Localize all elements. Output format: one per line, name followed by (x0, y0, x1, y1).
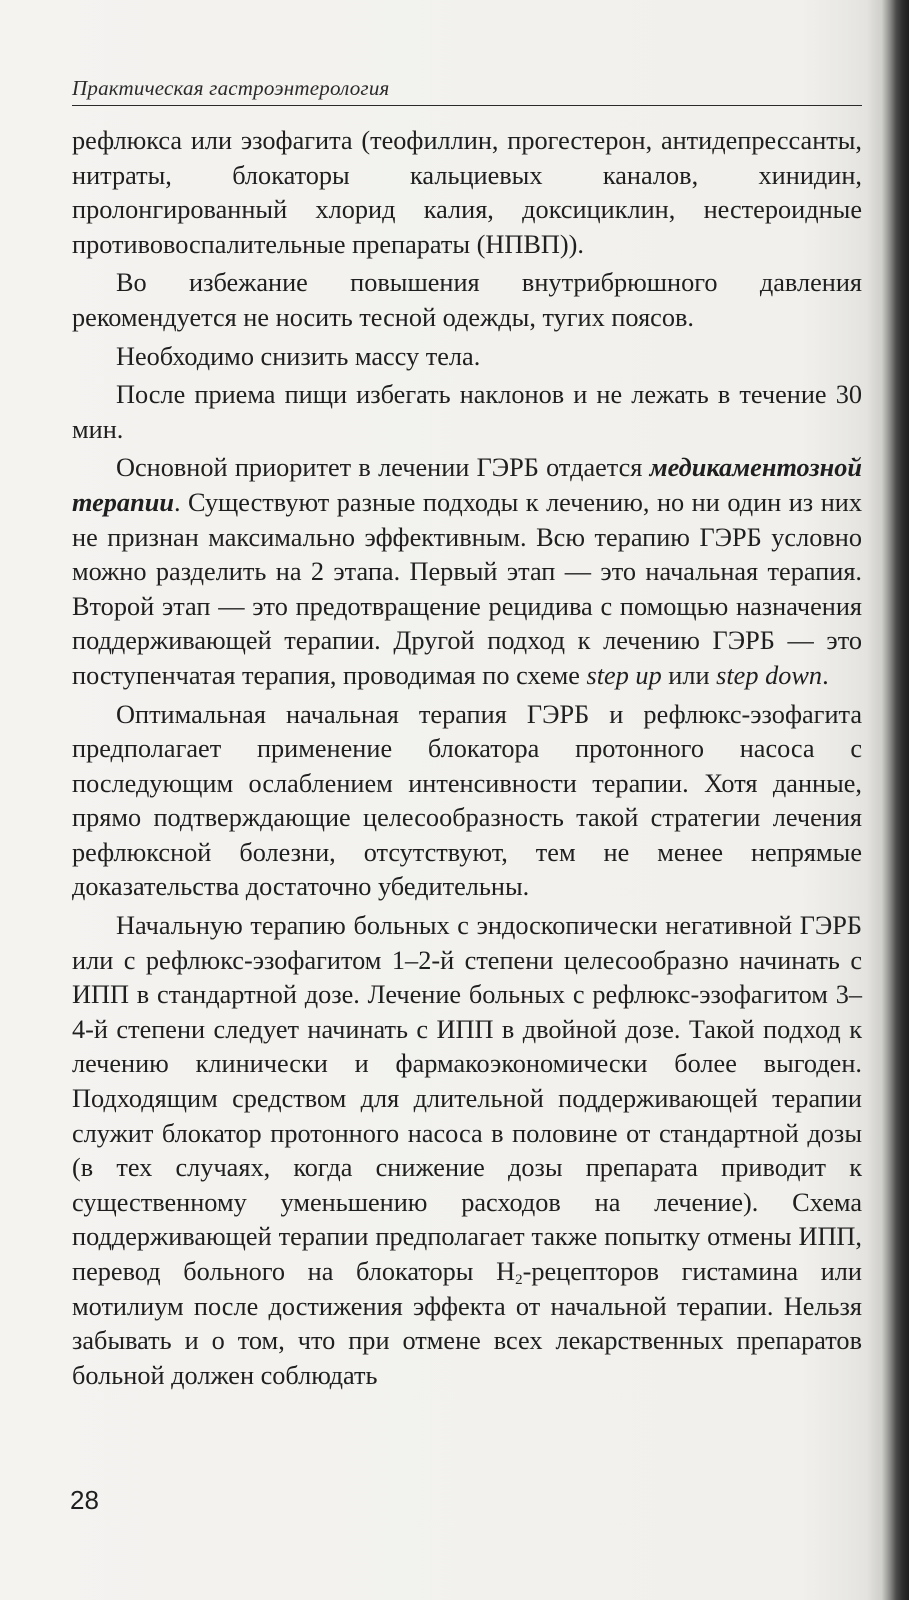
subscript-2: 2 (515, 1272, 523, 1288)
page-number: 28 (70, 1485, 99, 1515)
paragraph-7-text-end: -рецепторов гистамина или мотилиум после достижения эффекта от начальной терапии. Нельзя забывать и о том, что при отмене всех лекарственных препаратов больной должен соблюдать (72, 1257, 862, 1390)
paragraph-5-text-middle: . Существуют разные подходы к лечению, но ни один из них не признан максимально эффективным. Всю терапию ГЭРБ условно можно разделить на 2 этапа. Первый этап — это начальная терапия. Второй этап — это предотвращение рецидива с помощью назначения поддерживающей терапии. Другой подход к лечению ГЭРБ — это поступенчатая терапия, проводимая по схеме (72, 487, 862, 690)
term-step-down: step down (716, 660, 823, 690)
paragraph-5-text-end: . (822, 660, 829, 690)
paragraph-1: рефлюкса или эзофагита (теофиллин, прогестерон, антидепрессанты, нитраты, блокаторы кальциевых каналов, хинидин, пролонгированный хлорид калия, доксициклин, нестероидные противовоспалительные препараты (НПВП)). (72, 126, 862, 259)
paragraph-4: После приема пищи избегать наклонов и не лежать в течение 30 мин. (72, 380, 862, 444)
paragraph-7-text-start: Начальную терапию больных с эндоскопически негативной ГЭРБ или с рефлюкс-эзофагитом 1–2-й степени целесообразно начинать с ИПП в стандартной дозе. Лечение больных с рефлюкс-эзофагитом 3–4-й степени следует начинать с ИПП в двойной дозе. Такой подход к лечению клинически и фармакоэкономически более выгоден. Подходящим средством для длительной поддерживающей терапии служит блокатор протонного насоса в половине от стандартной дозы (в тех случаях, когда снижение дозы препарата приводит к существенному уменьшению расходов на лечение). Схема поддерживающей терапии предполагает также попытку отмены ИПП, перевод больного на блокаторы Н (72, 911, 862, 1286)
paragraph-3: Необходимо снизить массу тела. (116, 341, 481, 371)
paragraph-5-text-or: или (661, 660, 717, 690)
paragraph-2: Во избежание повышения внутрибрюшного давления рекомендуется не носить тесной одежды, тугих поясов. (72, 268, 862, 332)
body-text (72, 124, 862, 1393)
paragraph-5-text-start: Основной приоритет в лечении ГЭРБ отдается (116, 453, 650, 483)
paragraph-6: Оптимальная начальная терапия ГЭРБ и рефлюкс-эзофагита предполагает применение блокатора протонного насоса с последующим ослаблением интенсивности терапии. Хотя данные, прямо подтверждающие целесообразность такой стратегии лечения рефлюксной болезни, отсутствуют, тем не менее непрямые доказательства достаточно убедительны. (72, 699, 862, 902)
emphasis-medication-therapy: медикаментозной терапии (72, 453, 862, 517)
term-step-up: step up (586, 660, 662, 690)
book-spine-shadow (867, 0, 909, 1600)
running-header-title: Практическая гастроэнтерология (72, 76, 390, 100)
paragraph-5 (72, 451, 862, 693)
paragraph-7 (72, 909, 862, 1393)
running-header (72, 76, 862, 106)
